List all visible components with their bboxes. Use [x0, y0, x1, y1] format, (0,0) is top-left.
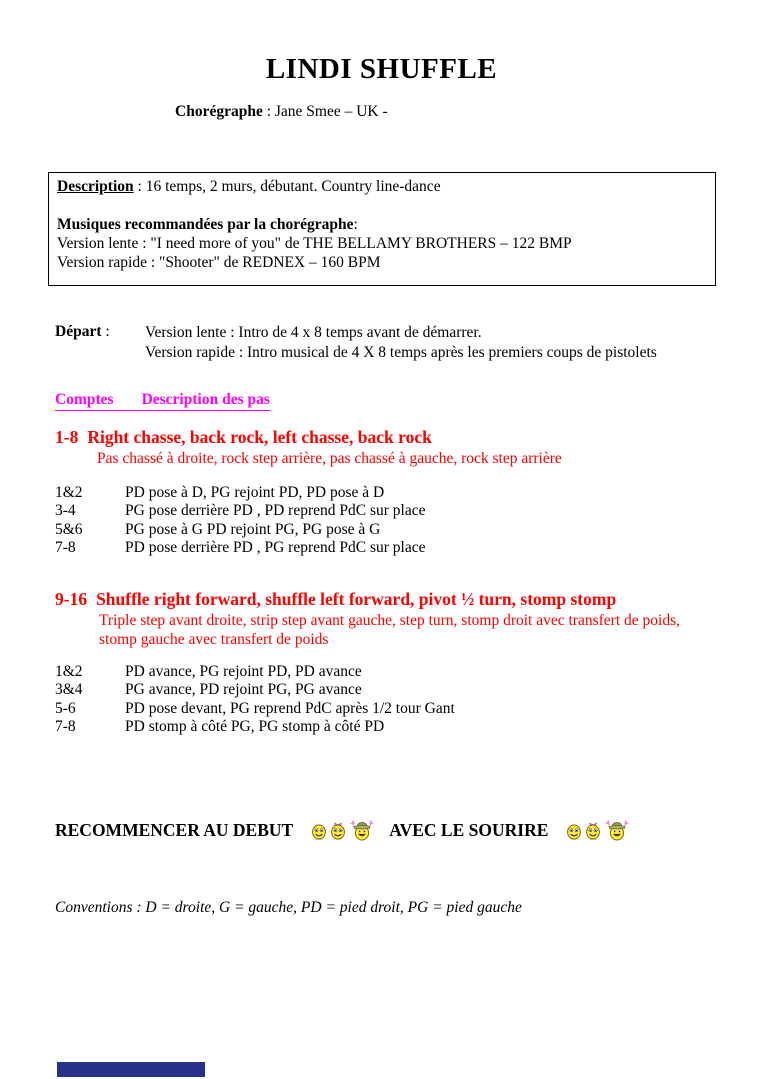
smile-text: AVEC LE SOURIRE [389, 819, 549, 840]
footer-bar [57, 1062, 205, 1077]
step-row [55, 718, 455, 736]
section-heading-1-8 [55, 427, 432, 448]
smiley-group [311, 819, 375, 841]
step-count: 5&6 [55, 520, 83, 538]
step-text: PD stomp à côté PG, PG stomp à côté PD [125, 718, 385, 736]
choreographer-line [175, 103, 388, 121]
step-row [55, 484, 425, 502]
step-text: PD avance, PG rejoint PD, PD avance [125, 663, 362, 680]
depart-slow-line: Version lente : Intro de 4 x 8 temps avant de démarrer. [145, 324, 482, 341]
step-row [55, 502, 425, 520]
counts-column-header: Comptes [55, 391, 114, 408]
description-text: : 16 temps, 2 murs, débutant. Country line-dance [133, 178, 441, 195]
step-row [55, 539, 425, 557]
step-count: 1&2 [55, 663, 83, 680]
section-subtitle-9-16 [99, 612, 680, 649]
step-row [55, 663, 455, 681]
depart-label [55, 323, 110, 341]
smiley-bow-icon [330, 822, 346, 841]
section-subtitle-line: Triple step avant droite, strip step avant gauche, step turn, stomp droit avec transfert de poids, [99, 612, 680, 629]
section-count-range: 1-8 [55, 427, 79, 447]
smiley-group [566, 819, 630, 841]
depart-lines [145, 323, 657, 362]
music-heading-line [57, 215, 707, 234]
step-text: PD pose à D, PG rejoint PD, PD pose à D [125, 484, 385, 501]
smiley-bow-icon [585, 822, 601, 841]
step-count: 3-4 [55, 502, 76, 520]
choreographer-value: : Jane Smee – UK - [262, 103, 388, 120]
description-label: Description [57, 178, 134, 195]
section-subtitle-line: stomp gauche avec transfert de poids [99, 630, 329, 648]
section-subtitle-1-8 [97, 450, 562, 469]
depart-label-text: Départ [55, 323, 102, 340]
music-heading-label: Musiques recommandées par la chorégraphe [57, 216, 354, 233]
step-count: 7-8 [55, 718, 76, 736]
smiley-face-icon [566, 824, 582, 841]
step-count: 1&2 [55, 484, 83, 501]
step-count: 7-8 [55, 539, 76, 557]
description-column-header: Description des pas [141, 391, 270, 408]
description-box [48, 172, 716, 286]
step-text: PD pose derrière PD , PG reprend PdC sur place [125, 539, 426, 557]
steps-list-1-8 [55, 484, 425, 557]
slow-version-line: Version lente : "I need more of you" de THE BELLAMY BROTHERS – 122 BMP [57, 235, 572, 252]
conventions-line: Conventions : D = droite, G = gauche, PD = pied droit, PG = pied gauche [55, 899, 522, 916]
step-text: PG avance, PD rejoint PG, PG avance [125, 681, 362, 699]
columns-header [55, 391, 270, 411]
section-title: Right chasse, back rock, left chasse, back rock [87, 427, 432, 447]
description-line [57, 177, 707, 196]
step-text: PD pose devant, PG reprend PdC après 1/2 tour Gant [125, 699, 455, 717]
choreographer-label: Chorégraphe [175, 103, 263, 120]
fast-version-line: Version rapide : "Shooter" de REDNEX – 160 BPM [57, 254, 381, 271]
columns-header-gap [114, 391, 142, 409]
smiley-cowboy-icon [349, 819, 375, 841]
step-count: 5-6 [55, 699, 76, 717]
page-title: LINDI SHUFFLE [265, 53, 498, 85]
step-row [55, 681, 455, 699]
step-row [55, 700, 455, 718]
section-heading-9-16 [55, 589, 616, 610]
music-heading-colon: : [353, 216, 358, 233]
step-text: PG pose derrière PD , PD reprend PdC sur place [125, 502, 426, 520]
smiley-cowboy-icon [604, 819, 630, 841]
step-text: PG pose à G PD rejoint PG, PG pose à G [125, 520, 381, 538]
step-row [55, 521, 425, 539]
depart-label-colon: : [101, 323, 110, 340]
smiley-face-icon [311, 824, 327, 841]
blank-line [57, 196, 707, 215]
restart-line [55, 819, 630, 841]
section-title: Shuffle right forward, shuffle left forward, pivot ½ turn, stomp stomp [96, 589, 617, 609]
section-count-range: 9-16 [55, 589, 88, 609]
step-count: 3&4 [55, 681, 83, 699]
depart-fast-line: Version rapide : Intro musical de 4 X 8 temps après les premiers coups de pistolets [145, 343, 657, 361]
restart-text: RECOMMENCER AU DEBUT [55, 819, 294, 840]
section-subtitle-line: Pas chassé à droite, rock step arrière, pas chassé à gauche, rock step arrière [97, 450, 562, 467]
steps-list-9-16 [55, 663, 455, 736]
